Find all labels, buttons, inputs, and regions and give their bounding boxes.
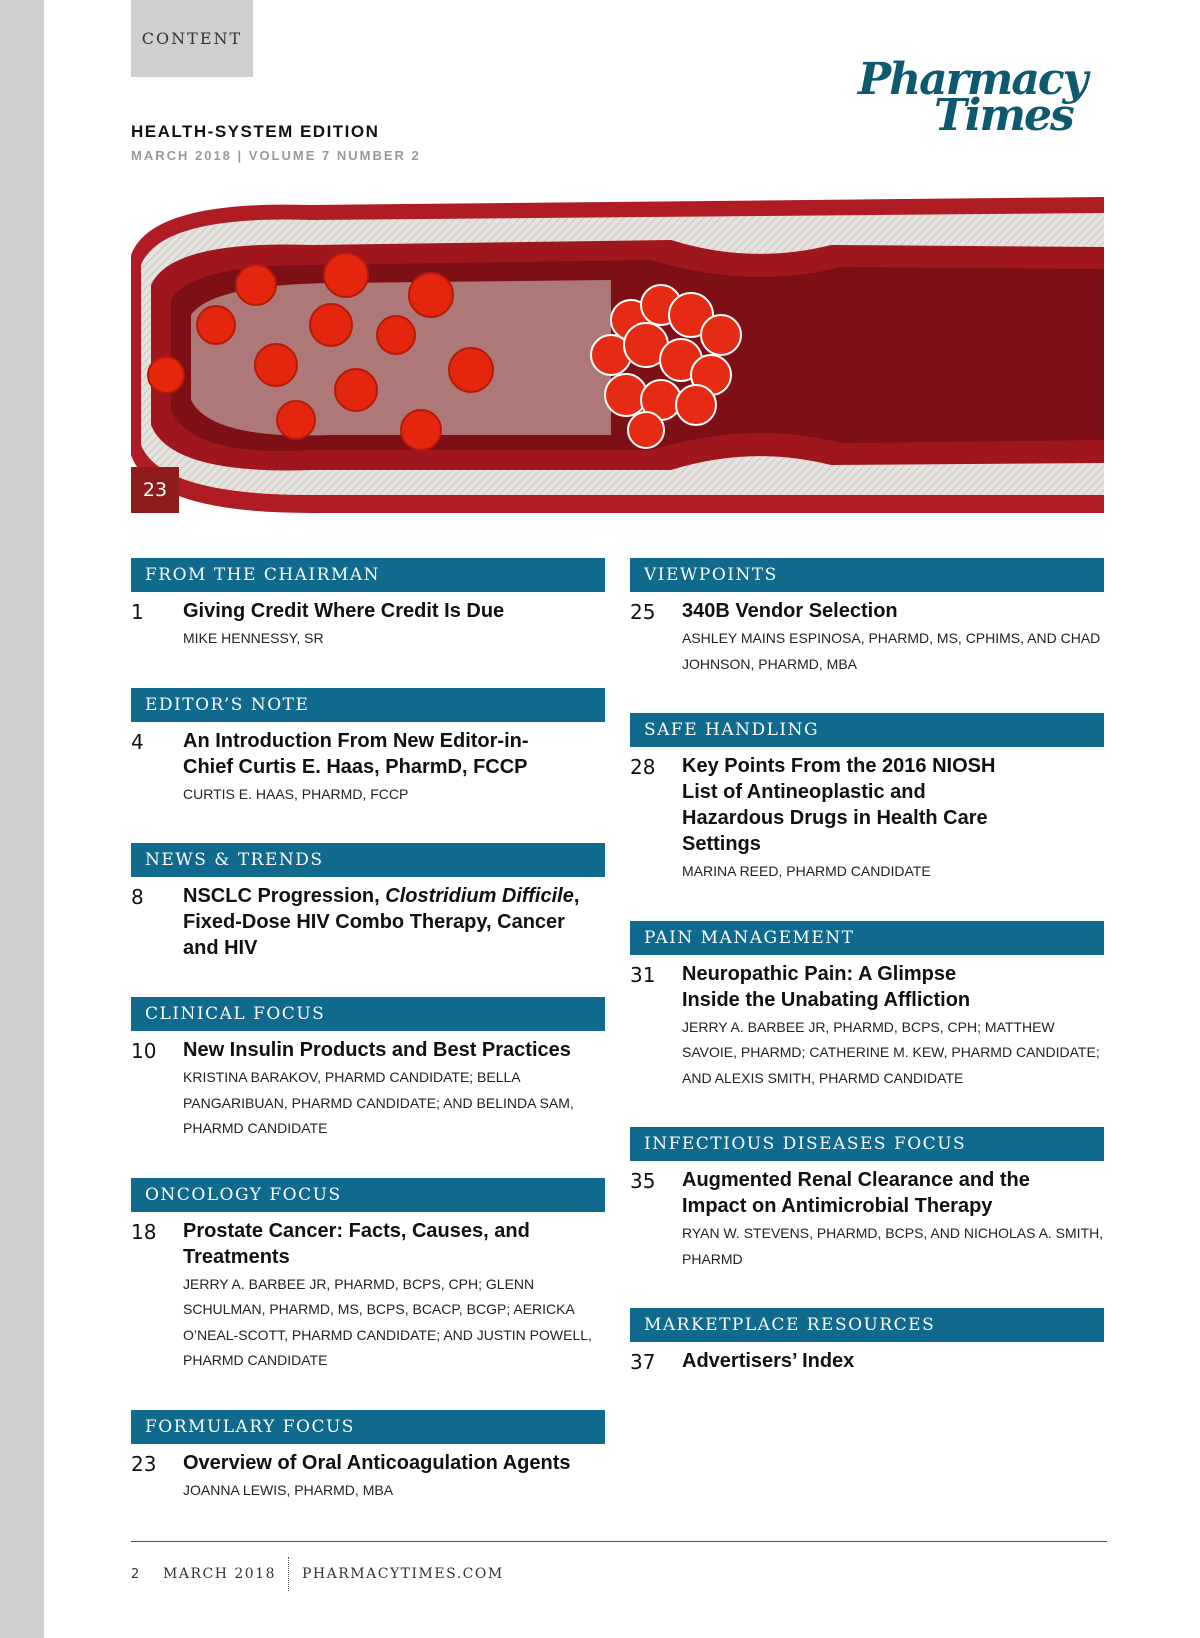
toc-entry[interactable] (131, 1037, 605, 1142)
toc-section (630, 558, 1104, 677)
page-number: 31 (630, 962, 656, 987)
footer-website[interactable]: PHARMACYTIMES.COM (302, 1566, 504, 1582)
pharmacy-times-logo (858, 54, 1108, 148)
toc-entry[interactable] (131, 1450, 605, 1504)
toc-entry[interactable] (630, 1167, 1104, 1272)
page-badge: 23 (131, 467, 179, 513)
page-number: 8 (131, 885, 144, 909)
toc-section (630, 713, 1104, 885)
toc-section (131, 688, 605, 808)
page-number: 25 (630, 600, 656, 624)
page-number: 18 (131, 1219, 157, 1244)
toc-section (630, 921, 1104, 1092)
section-heading: SAFE HANDLING (630, 713, 1104, 747)
article-title[interactable]: Augmented Renal Clearance and the Impact on Antimicrobial Therapy (682, 1169, 1030, 1217)
issue-info: MARCH 2018 | VOLUME 7 NUMBER 2 (131, 148, 421, 163)
footer-date: MARCH 2018 (163, 1566, 276, 1582)
section-heading: FROM THE CHAIRMAN (131, 558, 605, 592)
left-gutter (0, 0, 44, 1638)
hero-image-blood-vessel (131, 195, 1104, 513)
toc-entry[interactable] (131, 598, 605, 652)
logo-line-1: Pharmacy (858, 54, 1087, 105)
title-part: , Fixed-Dose HIV Combo Therapy, Cancer and HIV (183, 885, 580, 959)
page-number: 1 (131, 600, 144, 624)
article-title[interactable]: Advertisers’ Index (682, 1350, 855, 1372)
article-title[interactable]: Prostate Cancer: Facts, Causes, and Treatments (183, 1219, 530, 1268)
article-title[interactable]: Neuropathic Pain: A Glimpse Inside the Unabating Affliction (682, 962, 971, 1011)
page-number: 4 (131, 729, 144, 754)
title-part: NSCLC Progression, (183, 885, 386, 907)
article-title[interactable]: Giving Credit Where Credit Is Due (183, 600, 505, 622)
section-heading: VIEWPOINTS (630, 558, 1104, 592)
article-authors: JERRY A. BARBEE JR, PHARMD, BCPS, CPH; GLENN SCHULMAN, PHARMD, MS, BCPS, BCACP, BCGP; AERICKA O’NEAL-SCOTT, PHARMD CANDIDATE; AND JUSTIN POWELL, PHARMD CANDIDATE (183, 1275, 592, 1368)
article-authors: JOANNA LEWIS, PHARMD, MBA (183, 1481, 394, 1498)
section-heading: MARKETPLACE RESOURCES (630, 1308, 1104, 1342)
footer-divider (288, 1557, 290, 1591)
article-authors: RYAN W. STEVENS, PHARMD, BCPS, AND NICHOLAS A. SMITH, PHARMD (682, 1225, 1104, 1267)
article-authors: MIKE HENNESSY, SR (183, 630, 324, 646)
section-heading: EDITOR’S NOTE (131, 688, 605, 722)
article-authors: ASHLEY MAINS ESPINOSA, PHARMD, MS, CPHIMS, AND CHAD JOHNSON, PHARMD, MBA (682, 630, 1101, 672)
article-title[interactable]: Key Points From the 2016 NIOSH List of Antineoplastic and Hazardous Drugs in Health Care Settings (682, 755, 996, 855)
toc-section (630, 1127, 1104, 1272)
article-title[interactable]: 340B Vendor Selection (682, 600, 898, 622)
article-authors: KRISTINA BARAKOV, PHARMD CANDIDATE; BELLA PANGARIBUAN, PHARMD CANDIDATE; AND BELINDA SAM, PHARMD CANDIDATE (183, 1069, 574, 1136)
article-authors: JERRY A. BARBEE JR, PHARMD, BCPS, CPH; MATTHEW SAVOIE, PHARMD; CATHERINE M. KEW, PHARMD CANDIDATE; AND ALEXIS SMITH, PHARMD CANDIDATE (682, 1018, 1100, 1086)
toc-entry[interactable] (630, 1348, 1104, 1374)
page-number: 23 (131, 1451, 157, 1476)
toc-entry[interactable] (630, 598, 1104, 677)
section-heading: PAIN MANAGEMENT (630, 921, 1104, 955)
article-title[interactable] (183, 883, 605, 961)
toc-section (131, 997, 605, 1142)
content-tab: CONTENT (131, 0, 253, 77)
blood-vessel-illustration (131, 195, 1104, 513)
section-heading: FORMULARY FOCUS (131, 1410, 605, 1444)
toc-section (131, 843, 605, 961)
logo-line-2: Times (934, 90, 1073, 141)
article-authors: MARINA REED, PHARMD CANDIDATE (682, 863, 931, 879)
footer-rule (131, 1541, 1107, 1542)
toc-section (131, 558, 605, 652)
article-title[interactable]: An Introduction From New Editor-in-Chief Curtis E. Haas, PharmD, FCCP (183, 729, 529, 778)
page-footer (131, 1557, 504, 1591)
toc-entry[interactable] (131, 1218, 605, 1374)
article-title[interactable]: Overview of Oral Anticoagulation Agents (183, 1451, 571, 1474)
section-heading: NEWS & TRENDS (131, 843, 605, 877)
footer-page-number: 2 (131, 1566, 140, 1582)
article-authors: CURTIS E. HAAS, PHARMD, FCCP (183, 785, 409, 802)
toc-entry[interactable] (131, 728, 605, 808)
article-title[interactable]: New Insulin Products and Best Practices (183, 1039, 571, 1061)
toc-section (131, 1178, 605, 1374)
toc-right-column (630, 558, 1104, 1410)
toc-section (131, 1410, 605, 1504)
title-italic-part: Clostridium Difficile (385, 885, 574, 907)
section-heading: ONCOLOGY FOCUS (131, 1178, 605, 1212)
toc-left-column (131, 558, 605, 1539)
toc-entry[interactable] (630, 961, 1104, 1092)
page-number: 35 (630, 1169, 656, 1193)
page-number: 37 (630, 1350, 656, 1374)
toc-section (630, 1308, 1104, 1374)
page-number: 28 (630, 755, 656, 779)
edition-title: HEALTH-SYSTEM EDITION (131, 122, 380, 141)
section-heading: CLINICAL FOCUS (131, 997, 605, 1031)
page-number: 10 (131, 1039, 157, 1063)
section-heading: INFECTIOUS DISEASES FOCUS (630, 1127, 1104, 1161)
toc-entry[interactable] (131, 883, 605, 961)
toc-entry[interactable] (630, 753, 1104, 885)
